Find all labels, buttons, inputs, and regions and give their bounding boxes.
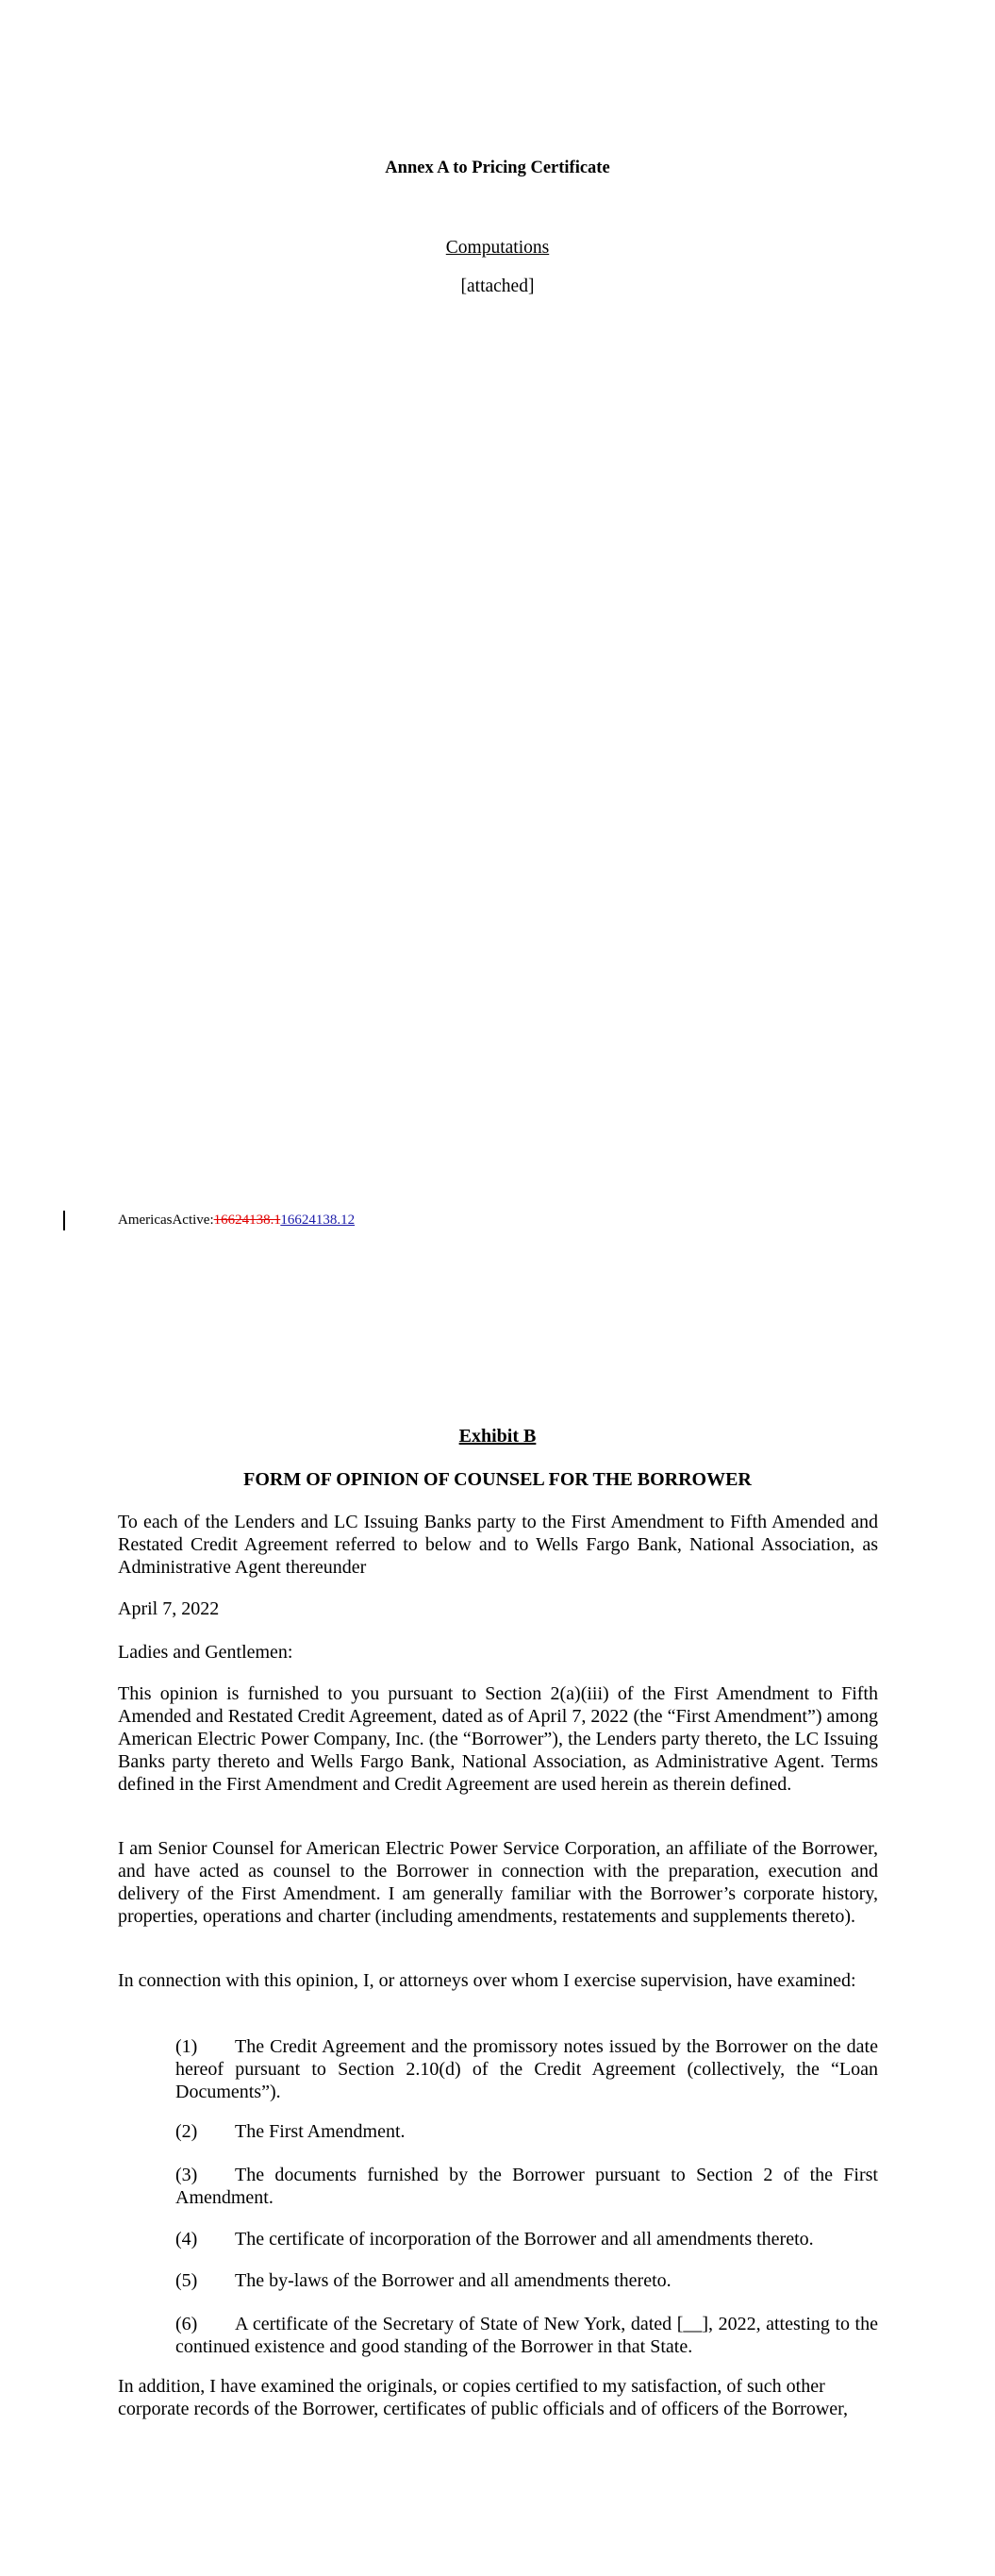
list-item (175, 2035, 878, 2103)
list-item-number: (1) (175, 2036, 198, 2057)
list-item-text: The Credit Agreement and the promissory notes issued by the Borrower on the date hereof pursuant to Section 2.10(d) of the Credit Agreement (collectively, the “Loan Documents”). (175, 2036, 878, 2102)
list-item-number: (6) (175, 2314, 198, 2334)
footer-inserted-number: 16624138.12 (280, 1213, 356, 1228)
opinion-paragraph-3: In connection with this opinion, I, or attorneys over whom I exercise supervision, have examined: (118, 1970, 856, 1991)
list-item-text: The First Amendment. (235, 2121, 406, 2142)
list-item-text: The documents furnished by the Borrower pursuant to Section 2 of the First Amendment. (175, 2165, 878, 2208)
list-item-text: The by-laws of the Borrower and all amendments thereto. (235, 2270, 672, 2291)
annex-title: Annex A to Pricing Certificate (385, 159, 610, 177)
attached-note: [attached] (460, 276, 535, 296)
document-footer (118, 1213, 355, 1229)
list-item-text: The certificate of incorporation of the Borrower and all amendments thereto. (235, 2229, 814, 2250)
footer-deleted-number: 16624138.1 (213, 1213, 281, 1228)
opinion-paragraph-2: I am Senior Counsel for American Electric Power Service Corporation, an affiliate of the Borrower, and have acted as counsel to the Borrower in connection with the preparation, execution and delivery of the First Amendment. I am generally familiar with the Borrower’s corporate history, properties, operations and charter (including amendments, restatements and supplements thereto). (118, 1838, 878, 1927)
revision-change-bar (63, 1211, 65, 1230)
computations-heading: Computations (445, 238, 550, 258)
list-item-number: (3) (175, 2165, 198, 2185)
list-item (175, 2120, 878, 2143)
exhibit-label: Exhibit B (458, 1426, 537, 1447)
list-item (175, 2228, 878, 2250)
salutation: Ladies and Gentlemen: (118, 1642, 293, 1663)
exhibit-title: FORM OF OPINION OF COUNSEL FOR THE BORROWER (243, 1469, 752, 1490)
addressee-paragraph: To each of the Lenders and LC Issuing Banks party to the First Amendment to Fifth Amended and Restated Credit Agreement referred to below and to Wells Fargo Bank, National Association, as Administrative Agent thereunder (118, 1512, 878, 1578)
opinion-paragraph-1: This opinion is furnished to you pursuant to Section 2(a)(iii) of the First Amendment to Fifth Amended and Restated Credit Agreement, dated as of April 7, 2022 (the “First Amendment”) among American Electric Power Company, Inc. (the “Borrower”), the Lenders party thereto, the LC Issuing Banks party thereto and Wells Fargo Bank, National Association, as Administrative Agent. Terms defined in the First Amendment and Credit Agreement are used herein as therein defined. (118, 1683, 878, 1795)
list-item (175, 2269, 878, 2292)
list-item-number: (5) (175, 2270, 198, 2291)
list-item (175, 2313, 878, 2358)
list-item (175, 2164, 878, 2209)
opinion-paragraph-4: In addition, I have examined the originals, or copies certified to my satisfaction, of such other corporate records of the Borrower, certificates of public officials and of officers of the Borrower, (118, 2376, 849, 2419)
letter-date: April 7, 2022 (118, 1598, 220, 1619)
list-item-text: A certificate of the Secretary of State of New York, dated [__], 2022, attesting to the continued existence and good standing of the Borrower in that State. (175, 2314, 878, 2357)
list-item-number: (4) (175, 2229, 198, 2250)
footer-prefix: AmericasActive: (118, 1213, 214, 1228)
list-item-number: (2) (175, 2121, 198, 2142)
